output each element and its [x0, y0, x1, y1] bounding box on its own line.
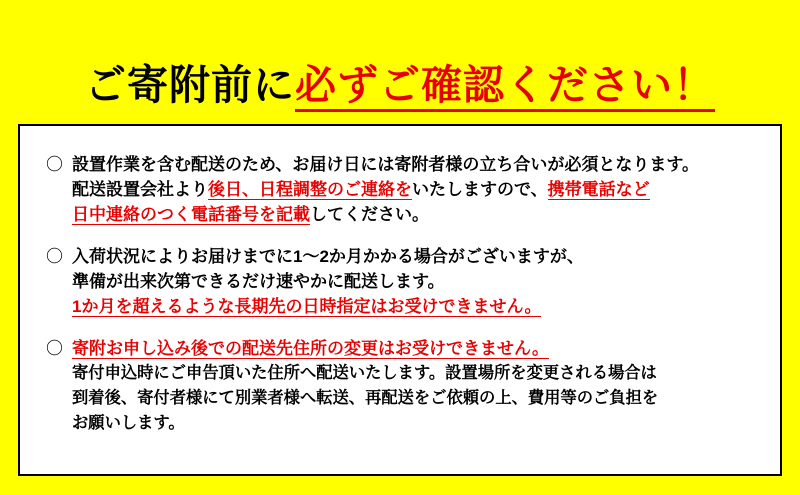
notice-text: 入荷状況によりお届けまでに1～2か月かかる場合がございますが、 [72, 247, 584, 266]
notice-line [72, 386, 758, 411]
notice-line [72, 202, 758, 227]
notice-item [46, 244, 758, 319]
notice-list [46, 152, 758, 436]
notice-text: 準備が出来次第できるだけ速やかに配送します。 [72, 272, 445, 291]
notice-item [46, 152, 758, 227]
notice-text: してください。 [310, 205, 429, 224]
notice-text-emphasis: 後日、日程調整のご連絡を [208, 180, 412, 199]
notice-line [72, 244, 758, 269]
notice-text-emphasis: 寄附お申し込み後での配送先住所の変更はお受けできません。 [72, 339, 550, 358]
circle-bullet-icon: 〇 [46, 155, 63, 174]
notice-text-emphasis: 携帯電話など [547, 180, 650, 199]
notice-text: いたしますので、 [412, 180, 548, 199]
page-title-emphasis: 必ずご確認ください！ [295, 62, 715, 112]
notice-line [72, 336, 758, 361]
notice-line [72, 294, 758, 319]
notice-text-block [72, 336, 758, 436]
notice-text-block [72, 244, 758, 319]
notice-text-block [72, 152, 758, 227]
notice-text: 配送設置会社より [72, 180, 208, 199]
notice-line [72, 269, 758, 294]
notice-line [72, 361, 758, 386]
notice-text-emphasis: 1か月を超えるような長期先の日時指定はお受けできません。 [72, 297, 542, 316]
notice-text: 寄付申込時にご申告頂いた住所へ配送いたします。設置場所を変更される場合は [72, 364, 657, 382]
notice-text: 到着後、寄付者様にて別業者様へ転送、再配送をご依頼の上、費用等のご負担を [72, 389, 659, 407]
notice-line [72, 152, 758, 177]
notice-text-emphasis: 日中連絡のつく電話番号を記載 [72, 205, 310, 224]
page-title-prefix: ご寄附前に [85, 62, 295, 108]
notice-line [72, 177, 758, 202]
circle-bullet-icon: 〇 [46, 339, 63, 358]
notice-line [72, 411, 758, 436]
page-title [0, 52, 800, 111]
notice-item [46, 336, 758, 436]
notice-text: 設置作業を含む配送のため、お届け日には寄附者様の立ち合いが必須となります。 [72, 155, 699, 174]
notice-text: お願いします。 [72, 414, 185, 432]
circle-bullet-icon: 〇 [46, 247, 63, 266]
notice-panel [18, 124, 782, 476]
